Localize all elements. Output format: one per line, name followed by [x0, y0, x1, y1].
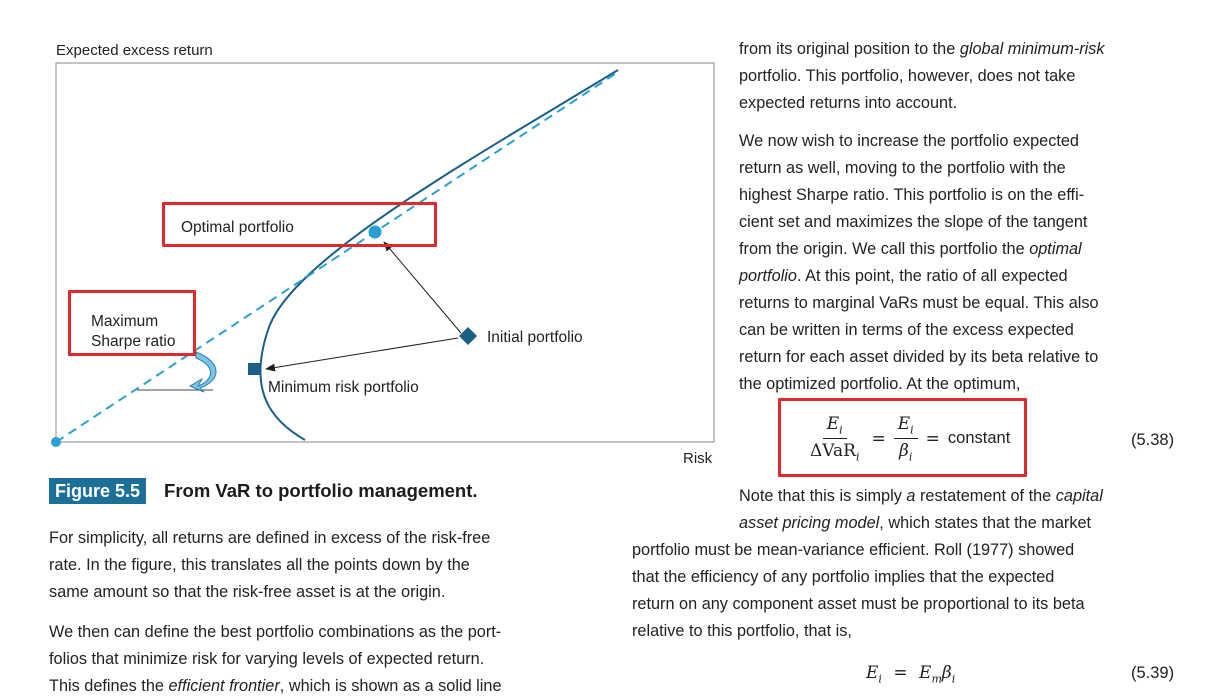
initial-portfolio-label: Initial portfolio: [487, 329, 583, 346]
text-run: , which is shown as a solid line: [279, 677, 502, 695]
arrow-to-optimal: [384, 242, 461, 333]
text-line: For simplicity, all returns are defined in excess of the risk-free: [49, 529, 491, 547]
symbol-e: E: [919, 663, 932, 683]
arrow-to-minimum-risk: [266, 338, 458, 369]
text-line: rate. In the figure, this translates all the points down by the: [49, 556, 470, 574]
origin-point: [51, 437, 61, 447]
symbol-beta: β: [899, 441, 909, 462]
subscript: m: [931, 672, 942, 686]
optimal-portfolio-label: Optimal portfolio: [181, 219, 294, 236]
symbol-e: E: [897, 414, 911, 434]
text-line: cient set and maximizes the slope of the tangent: [739, 213, 1088, 231]
equation-5-39: [866, 663, 955, 685]
symbol-e: E: [826, 414, 840, 434]
text-line: portfolio. This portfolio, however, does not take: [739, 67, 1076, 85]
text-line: We now wish to increase the portfolio expected: [739, 132, 1079, 150]
fraction-ei-over-dvar: [806, 414, 863, 464]
denominator: [895, 439, 916, 463]
text-run: Note that this is simply: [739, 487, 907, 505]
highlight-max-sharpe: [68, 290, 196, 356]
numerator: [823, 414, 847, 439]
text-line: can be written in terms of the excess expected: [739, 321, 1074, 339]
symbol-beta: β: [941, 663, 952, 683]
text-line: relative to this portfolio, that is,: [632, 622, 852, 640]
text-line: returns to marginal VaRs must be equal. This also: [739, 294, 1099, 312]
text-run: from its original position to the: [739, 40, 960, 58]
max-sharpe-label-line2: Sharpe ratio: [91, 333, 176, 350]
equation-5-38: [806, 414, 1010, 464]
curved-arrow-icon: [190, 352, 216, 392]
fraction-ei-over-beta: [894, 414, 918, 464]
right-paragraph-3: [632, 483, 1192, 645]
text-line: folios that minimize risk for varying levels of expected return.: [49, 650, 485, 668]
text-line: [632, 483, 1192, 510]
right-paragraph-1: [739, 36, 1189, 117]
symbol-e: E: [866, 663, 879, 683]
left-paragraph-1: [49, 525, 609, 606]
subscript: i: [908, 450, 913, 464]
equals-sign: =: [893, 663, 908, 683]
text-line: [632, 510, 1192, 537]
text-line: [739, 236, 1189, 263]
text-run: . At this point, the ratio of all expected: [796, 267, 1068, 285]
text-line: We then can define the best portfolio combinations as the port-: [49, 623, 502, 641]
subscript: i: [951, 672, 956, 686]
term-a: a: [906, 487, 916, 505]
minimum-risk-label: Minimum risk portfolio: [268, 379, 419, 396]
equation-number-5-38: (5.38): [1131, 431, 1175, 449]
initial-portfolio-marker: [459, 327, 477, 345]
subscript: i: [839, 423, 843, 437]
equals-sign: =: [871, 428, 886, 449]
term-optimal: optimal: [1029, 240, 1082, 258]
numerator: [894, 414, 918, 439]
left-paragraph-2: [49, 619, 609, 700]
x-axis-label: Risk: [683, 450, 713, 467]
figure-number-badge: Figure 5.5: [49, 478, 146, 504]
text-line: the optimized portfolio. At the optimum,: [739, 375, 1021, 393]
text-line: that the efficiency of any portfolio implies that the expected: [632, 568, 1055, 586]
text-line: return for each asset divided by its beta relative to: [739, 348, 1099, 366]
equation-number-5-39: (5.39): [1131, 664, 1175, 682]
text-line: same amount so that the risk-free asset is at the origin.: [49, 583, 446, 601]
constant-term: constant: [947, 429, 1011, 448]
y-axis-label: Expected excess return: [56, 42, 213, 59]
text-line: expected returns into account.: [739, 94, 958, 112]
text-line: [49, 673, 609, 700]
text-line: [739, 263, 1189, 290]
term-global-minimum-risk: global minimum-risk: [959, 40, 1105, 58]
figure-caption: [49, 478, 478, 504]
equals-sign: =: [925, 428, 940, 449]
figure-title: From VaR to portfolio management.: [164, 480, 478, 501]
term-portfolio: portfolio: [739, 267, 797, 285]
right-paragraph-2: [739, 128, 1189, 398]
minimum-risk-marker: [248, 363, 260, 375]
text-line: return on any component asset must be proportional to its beta: [632, 595, 1085, 613]
symbol-delta-var: ΔVaR: [810, 441, 856, 462]
text-run: This defines the: [49, 677, 169, 695]
subscript: i: [878, 672, 882, 686]
subscript: i: [910, 423, 914, 437]
subscript: i: [855, 450, 860, 464]
denominator: [806, 439, 863, 463]
text-line: return as well, moving to the portfolio with the: [739, 159, 1066, 177]
term-asset-pricing-model: asset pricing model: [739, 514, 880, 532]
text-line: portfolio must be mean-variance efficient. Roll (1977) showed: [632, 541, 1075, 559]
highlight-optimal-portfolio: [162, 202, 437, 247]
text-line: [739, 36, 1189, 63]
term-capital: capital: [1055, 487, 1103, 505]
text-run: , which states that the market: [879, 514, 1092, 532]
text-line: highest Sharpe ratio. This portfolio is on the effi-: [739, 186, 1085, 204]
text-run: from the origin. We call this portfolio the: [739, 240, 1030, 258]
max-sharpe-label-line1: Maximum: [91, 313, 159, 330]
text-run: restatement of the: [915, 487, 1056, 505]
term-efficient-frontier: efficient frontier: [168, 677, 280, 695]
